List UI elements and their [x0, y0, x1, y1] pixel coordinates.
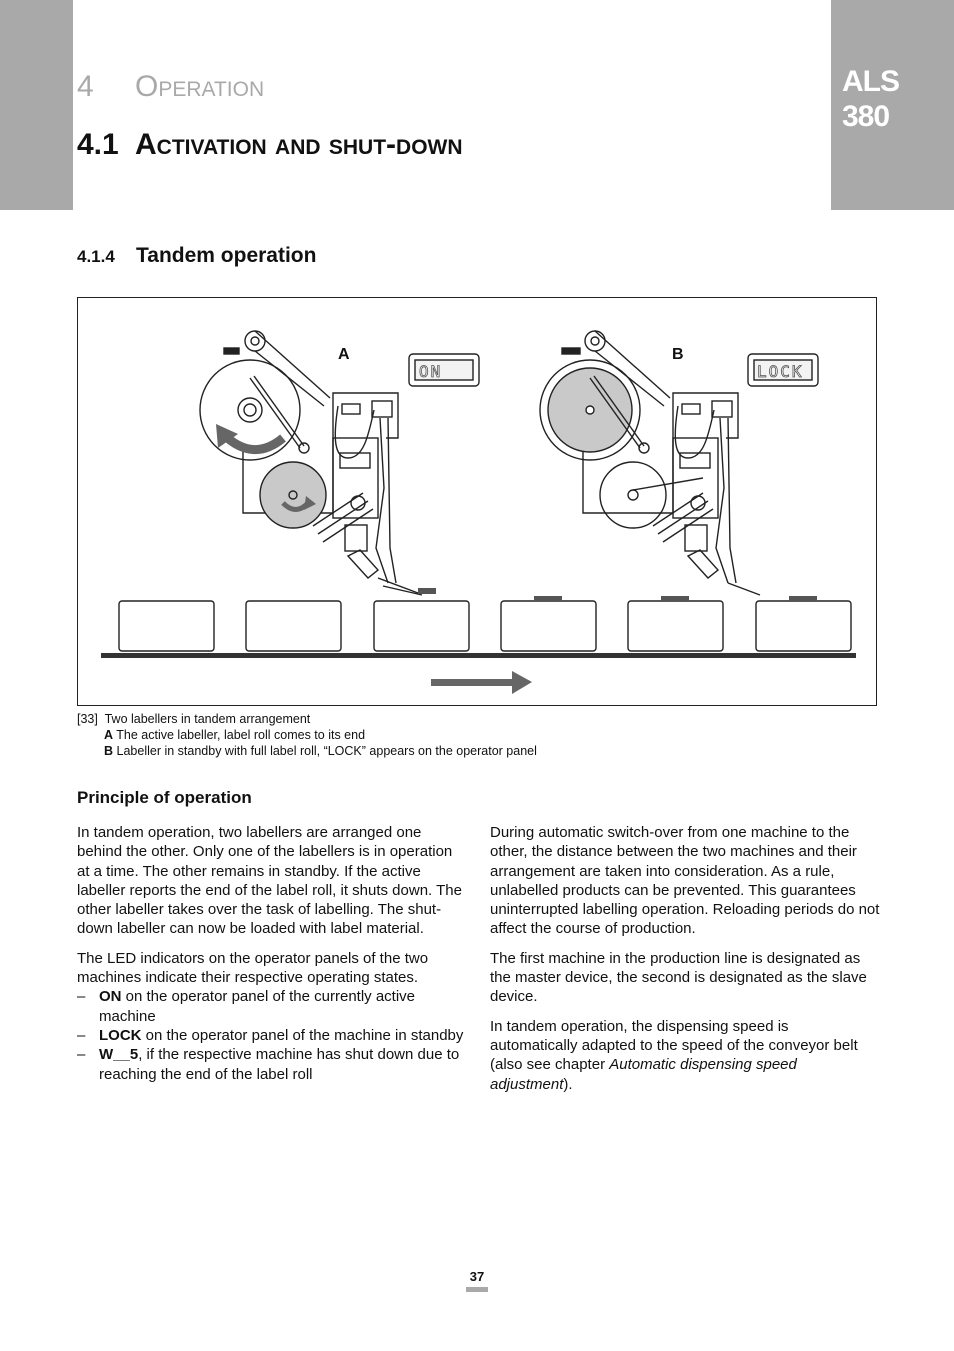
bullet-dash: – [77, 988, 86, 1006]
paragraph-text: In tandem operation, the dispensing speed is automatically adapted to the speed of the conveyor belt (also see chapter [490, 1017, 858, 1074]
direction-arrow-icon [431, 679, 514, 686]
tandem-figure [77, 297, 877, 706]
product-name-line1: ALS [842, 65, 899, 98]
label-a: A [338, 346, 350, 363]
section-number: 4.1 [77, 128, 119, 161]
legend-a-text: The active labeller, label roll comes to its end [116, 728, 366, 742]
paragraph: During automatic switch-over from one machine to the other, the distance between the two machines and their arrangement are taken into consideration. As a rule, unlabelled products can be prevented. This guarantees uninterrupted labelling operation. Reloading periods do not affect the course of production. [490, 824, 880, 938]
tandem-illustration [78, 298, 876, 705]
paragraph: In tandem operation, two labellers are arranged one behind the other. Only one of the labellers is in operation at a time. The other remains in standby. If the active labeller reports the end of the label roll, it shuts down. The other labeller takes over the task of labelling. The shut-down labeller can now be loaded with label material. [77, 824, 462, 938]
list-item-text: on the operator panel of the machine in standby [141, 1026, 464, 1044]
chapter-title: Operation [135, 70, 265, 103]
caption-number: [33] [77, 712, 98, 726]
list-item [77, 1026, 467, 1045]
chapter-reference: Automatic dispensing speed adjustment [490, 1056, 797, 1093]
chapter-heading [77, 70, 264, 104]
text-column-left [77, 823, 467, 1084]
paragraph-text: ). [563, 1075, 573, 1093]
subsection-title: Tandem operation [136, 244, 317, 267]
paragraph [490, 1017, 880, 1094]
state-key: ON [99, 988, 122, 1006]
products [119, 601, 851, 651]
conveyor-belt [101, 653, 856, 658]
legend-b-key: B [104, 744, 114, 758]
list-item-text: , if the respective machine has shut down due to reaching the end of the label roll [99, 1046, 460, 1083]
bullet-dash: – [77, 1026, 86, 1044]
list-item [77, 987, 467, 1026]
legend-b-text: Labeller in standby with full label roll, “LOCK” appears on the operator panel [116, 744, 537, 758]
list-item [77, 1045, 467, 1084]
panel-a-display: ON [419, 362, 443, 381]
paragraph: The LED indicators on the operator panels of the two machines indicate their respective operating states. [77, 949, 429, 987]
subsection-number: 4.1.4 [77, 247, 115, 266]
page-number: 37 [469, 1269, 485, 1284]
state-key: W__5 [99, 1046, 139, 1064]
section-title: Activation and shut-down [135, 128, 463, 161]
section-heading [77, 128, 463, 162]
chapter-tab-left [0, 0, 73, 210]
list-item-text: on the operator panel of the currently active machine [99, 988, 416, 1025]
text-column-right [490, 823, 880, 1104]
chapter-number: 4 [77, 70, 94, 103]
panel-b-display: LOCK [757, 362, 804, 381]
page-number-bar [466, 1287, 488, 1292]
principle-heading: Principle of operation [77, 788, 252, 807]
legend-a-key: A [104, 728, 114, 742]
label-b: B [672, 346, 684, 363]
bullet-dash: – [77, 1046, 86, 1064]
caption-title: Two labellers in tandem arrangement [104, 712, 311, 726]
product-name [842, 64, 899, 134]
product-name-line2: 380 [842, 100, 890, 133]
paragraph: The first machine in the production line is designated as the master device, the second is designated as the slave device. [490, 949, 867, 1006]
figure-caption [77, 711, 537, 759]
subsection-heading [77, 244, 316, 268]
state-key: LOCK [99, 1026, 142, 1044]
